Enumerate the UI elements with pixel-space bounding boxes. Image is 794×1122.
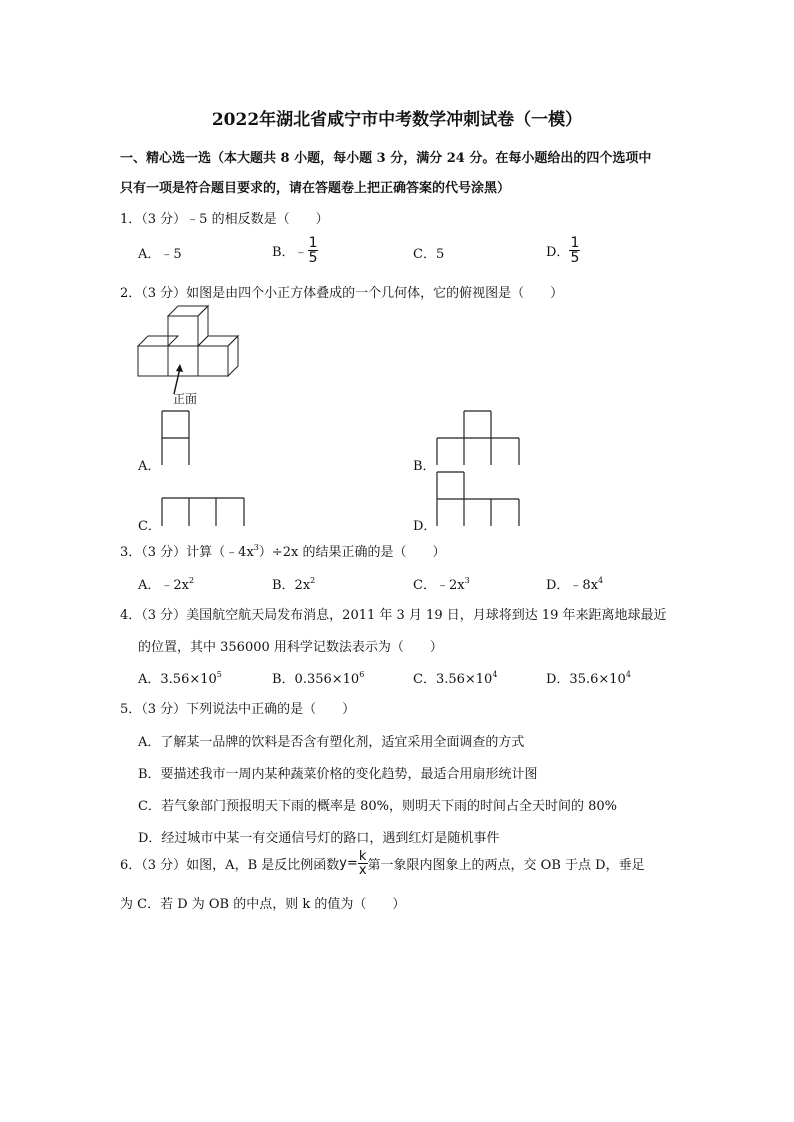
- q4-option-d: [546, 668, 631, 687]
- q2-option-b-view: [436, 410, 522, 466]
- q2-option-d: D．: [413, 519, 437, 534]
- q3-option-c: [413, 574, 470, 593]
- q3-stem-exp: 3: [253, 543, 259, 552]
- q1-option-b-fraction: [308, 236, 319, 265]
- q4-d-text: D．35.6×10: [546, 672, 626, 687]
- q6-numerator: k: [358, 849, 367, 864]
- q5-option-b: B．要描述我市一周内某种蔬菜价格的变化趋势，最适合用扇形统计图: [138, 767, 538, 782]
- q3-option-b: [272, 574, 315, 593]
- q3-b-text: B．2x: [272, 578, 311, 593]
- q1-d-numerator: 1: [570, 235, 580, 251]
- q6-stem-line2: 为 C．若 D 为 OB 的中点，则 k 的值为（ ）: [120, 897, 406, 912]
- q2-option-a-view: [161, 410, 191, 466]
- q2-option-d-view: [436, 471, 522, 527]
- q4-c-text: C．3.56×10: [413, 672, 493, 687]
- q2-option-c: C．: [138, 519, 161, 534]
- q3-a-text: A．﹣2x: [138, 578, 189, 593]
- q4-a-text: A．3.56×10: [138, 672, 217, 687]
- q5-stem: 5．（3 分）下列说法中正确的是（ ）: [120, 702, 356, 717]
- q3-stem-pre: 3．（3 分）计算（﹣4x: [120, 545, 254, 560]
- q3-option-a: [138, 574, 194, 593]
- q3-d-exp: 4: [598, 576, 604, 585]
- q1-b-numerator: 1: [308, 235, 318, 251]
- q4-a-exp: 5: [216, 670, 222, 679]
- q3-c-text: C．﹣2x: [413, 578, 465, 593]
- q3-b-exp: 2: [310, 576, 316, 585]
- q2-front-label: 正面: [173, 392, 198, 406]
- q3-stem: [120, 541, 446, 560]
- q6-denominator: x: [358, 863, 367, 878]
- page-title: 2022年湖北省咸宁市中考数学冲刺试卷（一模）: [211, 110, 583, 130]
- q1-d-denominator: 5: [570, 250, 580, 266]
- q5-option-d: D．经过城市中某一有交通信号灯的路口，遇到红灯是随机事件: [138, 831, 500, 846]
- q6-stem-line1: [120, 850, 645, 877]
- q3-stem-post: ）÷2x 的结果正确的是（ ）: [258, 545, 446, 560]
- q4-stem-line2: 的位置，其中 356000 用科学记数法表示为（ ）: [138, 640, 443, 655]
- q6-k-over-x-fraction: [358, 850, 368, 877]
- q3-option-d: [546, 574, 603, 593]
- q3-a-exp: 2: [189, 576, 195, 585]
- section-heading-line1: 一、精心选一选（本大题共 8 小题，每小题 3 分，满分 24 分。在每小题给出的四个选项中: [120, 151, 652, 166]
- q2-option-a: A．: [138, 459, 161, 474]
- q1-option-b: [272, 236, 318, 265]
- q1-option-d-prefix: D．: [546, 245, 570, 260]
- q1-option-b-prefix: B．﹣: [272, 245, 308, 260]
- q4-b-exp: 6: [359, 670, 365, 679]
- q4-b-text: B．0.356×10: [272, 672, 360, 687]
- q3-c-exp: 3: [464, 576, 470, 585]
- q1-option-d-fraction: [569, 236, 580, 265]
- q4-option-c: [413, 668, 497, 687]
- q6-stem-pre: 6．（3 分）如图，A，B 是反比例函数: [120, 858, 340, 873]
- q3-d-text: D．﹣8x: [546, 578, 599, 593]
- q5-option-a: A．了解某一品牌的饮料是否含有塑化剂，适宜采用全面调查的方式: [138, 735, 525, 750]
- q1-option-d: [546, 236, 580, 265]
- q4-d-exp: 4: [625, 670, 631, 679]
- q1-option-c: C．5: [413, 247, 445, 262]
- q1-option-a: A．﹣5: [138, 247, 182, 262]
- q6-y-equals: y=: [339, 856, 358, 871]
- q2-stem: 2．（3 分）如图是由四个小正方体叠成的一个几何体，它的俯视图是（ ）: [120, 286, 564, 301]
- q4-option-b: [272, 668, 364, 687]
- q4-option-a: [138, 668, 222, 687]
- q5-option-c: C．若气象部门预报明天下雨的概率是 80%，则明天下雨的时间占全天时间的 80%: [138, 799, 618, 814]
- q6-stem-post: 第一象限内图象上的两点，交 OB 于点 D，垂足: [367, 858, 645, 873]
- q2-option-b: B．: [413, 459, 436, 474]
- q1-b-denominator: 5: [308, 250, 318, 266]
- q1-stem: 1．（3 分）﹣5 的相反数是（ ）: [120, 212, 329, 227]
- q4-stem-line1: 4．（3 分）美国航空航天局发布消息，2011 年 3 月 19 日，月球将到达 19 年来距离地球最近: [120, 608, 667, 623]
- q4-c-exp: 4: [492, 670, 498, 679]
- section-heading-line2: 只有一项是符合题目要求的，请在答题卷上把正确答案的代号涂黑）: [120, 181, 511, 196]
- q2-option-c-view: [161, 497, 247, 527]
